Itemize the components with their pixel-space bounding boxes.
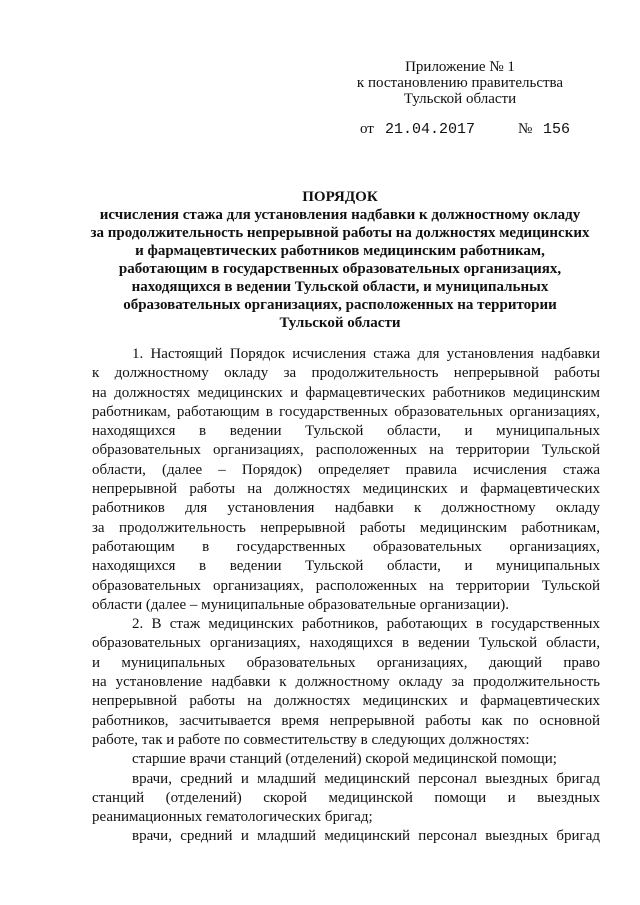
body-line: работающим в государственных образовательных организациях,: [92, 538, 600, 555]
body-line: области, (далее – Порядок) определяет правила исчисления стажа: [92, 461, 600, 478]
body-line: находящихся в ведении Тульской области, и муниципальных: [92, 423, 600, 440]
subtitle-line: находящихся в ведении Тульской области, и муниципальных: [131, 279, 549, 295]
subtitle-line: исчисления стажа для установления надбавки к должностному окладу: [99, 207, 581, 223]
document-title: ПОРЯДОК: [302, 189, 378, 205]
body-line: работникам, работающим в государственных образовательных организациях,: [92, 403, 600, 420]
body-line: образовательных организациях, расположенных на территории Тульской: [92, 442, 600, 459]
body-line: 1. Настоящий Порядок исчисления стажа для установления надбавки: [132, 346, 600, 362]
body-line: 2. В стаж медицинских работников, работающих в государственных: [132, 616, 600, 633]
body-line: непрерывной работы на должностях медицинских и фармацевтических: [92, 693, 600, 710]
appendix-reference: к постановлению правительства: [356, 75, 564, 91]
body-line: образовательных организациях, расположенных на территории Тульской: [92, 577, 600, 594]
body-line: на должностях медицинских и фармацевтических работников медицинским: [92, 384, 600, 401]
body-line: врачи, средний и младший медицинский персонал выездных бригад: [132, 828, 600, 845]
body-line: области (далее – муниципальные образовательные организации).: [92, 596, 509, 613]
body-line: реанимационных гематологических бригад;: [92, 809, 373, 826]
decree-number: 156: [543, 121, 571, 138]
body-line: работников для установления надбавки к должностному окладу: [92, 500, 600, 517]
body-line: к должностному окладу за продолжительность непрерывной работы: [92, 365, 600, 382]
appendix-header: [330, 59, 590, 107]
body-line: на установление надбавки к должностному окладу за продолжительность: [92, 674, 600, 691]
decree-date: 21.04.2017: [385, 121, 476, 138]
body-line: старшие врачи станций (отделений) скорой медицинской помощи;: [132, 751, 557, 768]
subtitle-line: Тульской области: [279, 315, 401, 331]
body-line: врачи, средний и младший медицинский персонал выездных бригад: [132, 770, 600, 787]
body-line: и муниципальных образовательных организациях, дающий право: [92, 654, 600, 671]
subtitle-line: и фармацевтических работников медицинским работникам,: [135, 243, 545, 259]
appendix-region: Тульской области: [403, 91, 517, 107]
body-line: находящихся в ведении Тульской области, и муниципальных: [92, 558, 600, 575]
document-subtitle: [70, 206, 610, 332]
appendix-number: Приложение № 1: [405, 59, 515, 75]
body-line: за продолжительность непрерывной работы медицинским работникам,: [92, 519, 600, 536]
decree-from-label: от: [360, 121, 374, 137]
body-line: работе, так и работе по совместительству в следующих должностях:: [92, 731, 530, 748]
decree-number-label: №: [518, 121, 533, 137]
body-line: образовательных организациях, находящихся в ведении Тульской области,: [92, 635, 600, 652]
subtitle-line: за продолжительность непрерывной работы на должностях медицинских: [90, 225, 590, 241]
subtitle-line: работающим в государственных образовательных организациях,: [118, 261, 562, 277]
body-line: работников, засчитывается время непрерывной работы как по основной: [92, 712, 600, 729]
body-line: непрерывной работы на должностях медицинских и фармацевтических: [92, 481, 600, 498]
body-line: станций (отделений) скорой медицинской помощи и выездных: [92, 789, 600, 806]
decree-details: [360, 121, 571, 138]
document-body: [92, 345, 600, 847]
subtitle-line: образовательных организациях, расположенных на территории: [123, 297, 557, 313]
